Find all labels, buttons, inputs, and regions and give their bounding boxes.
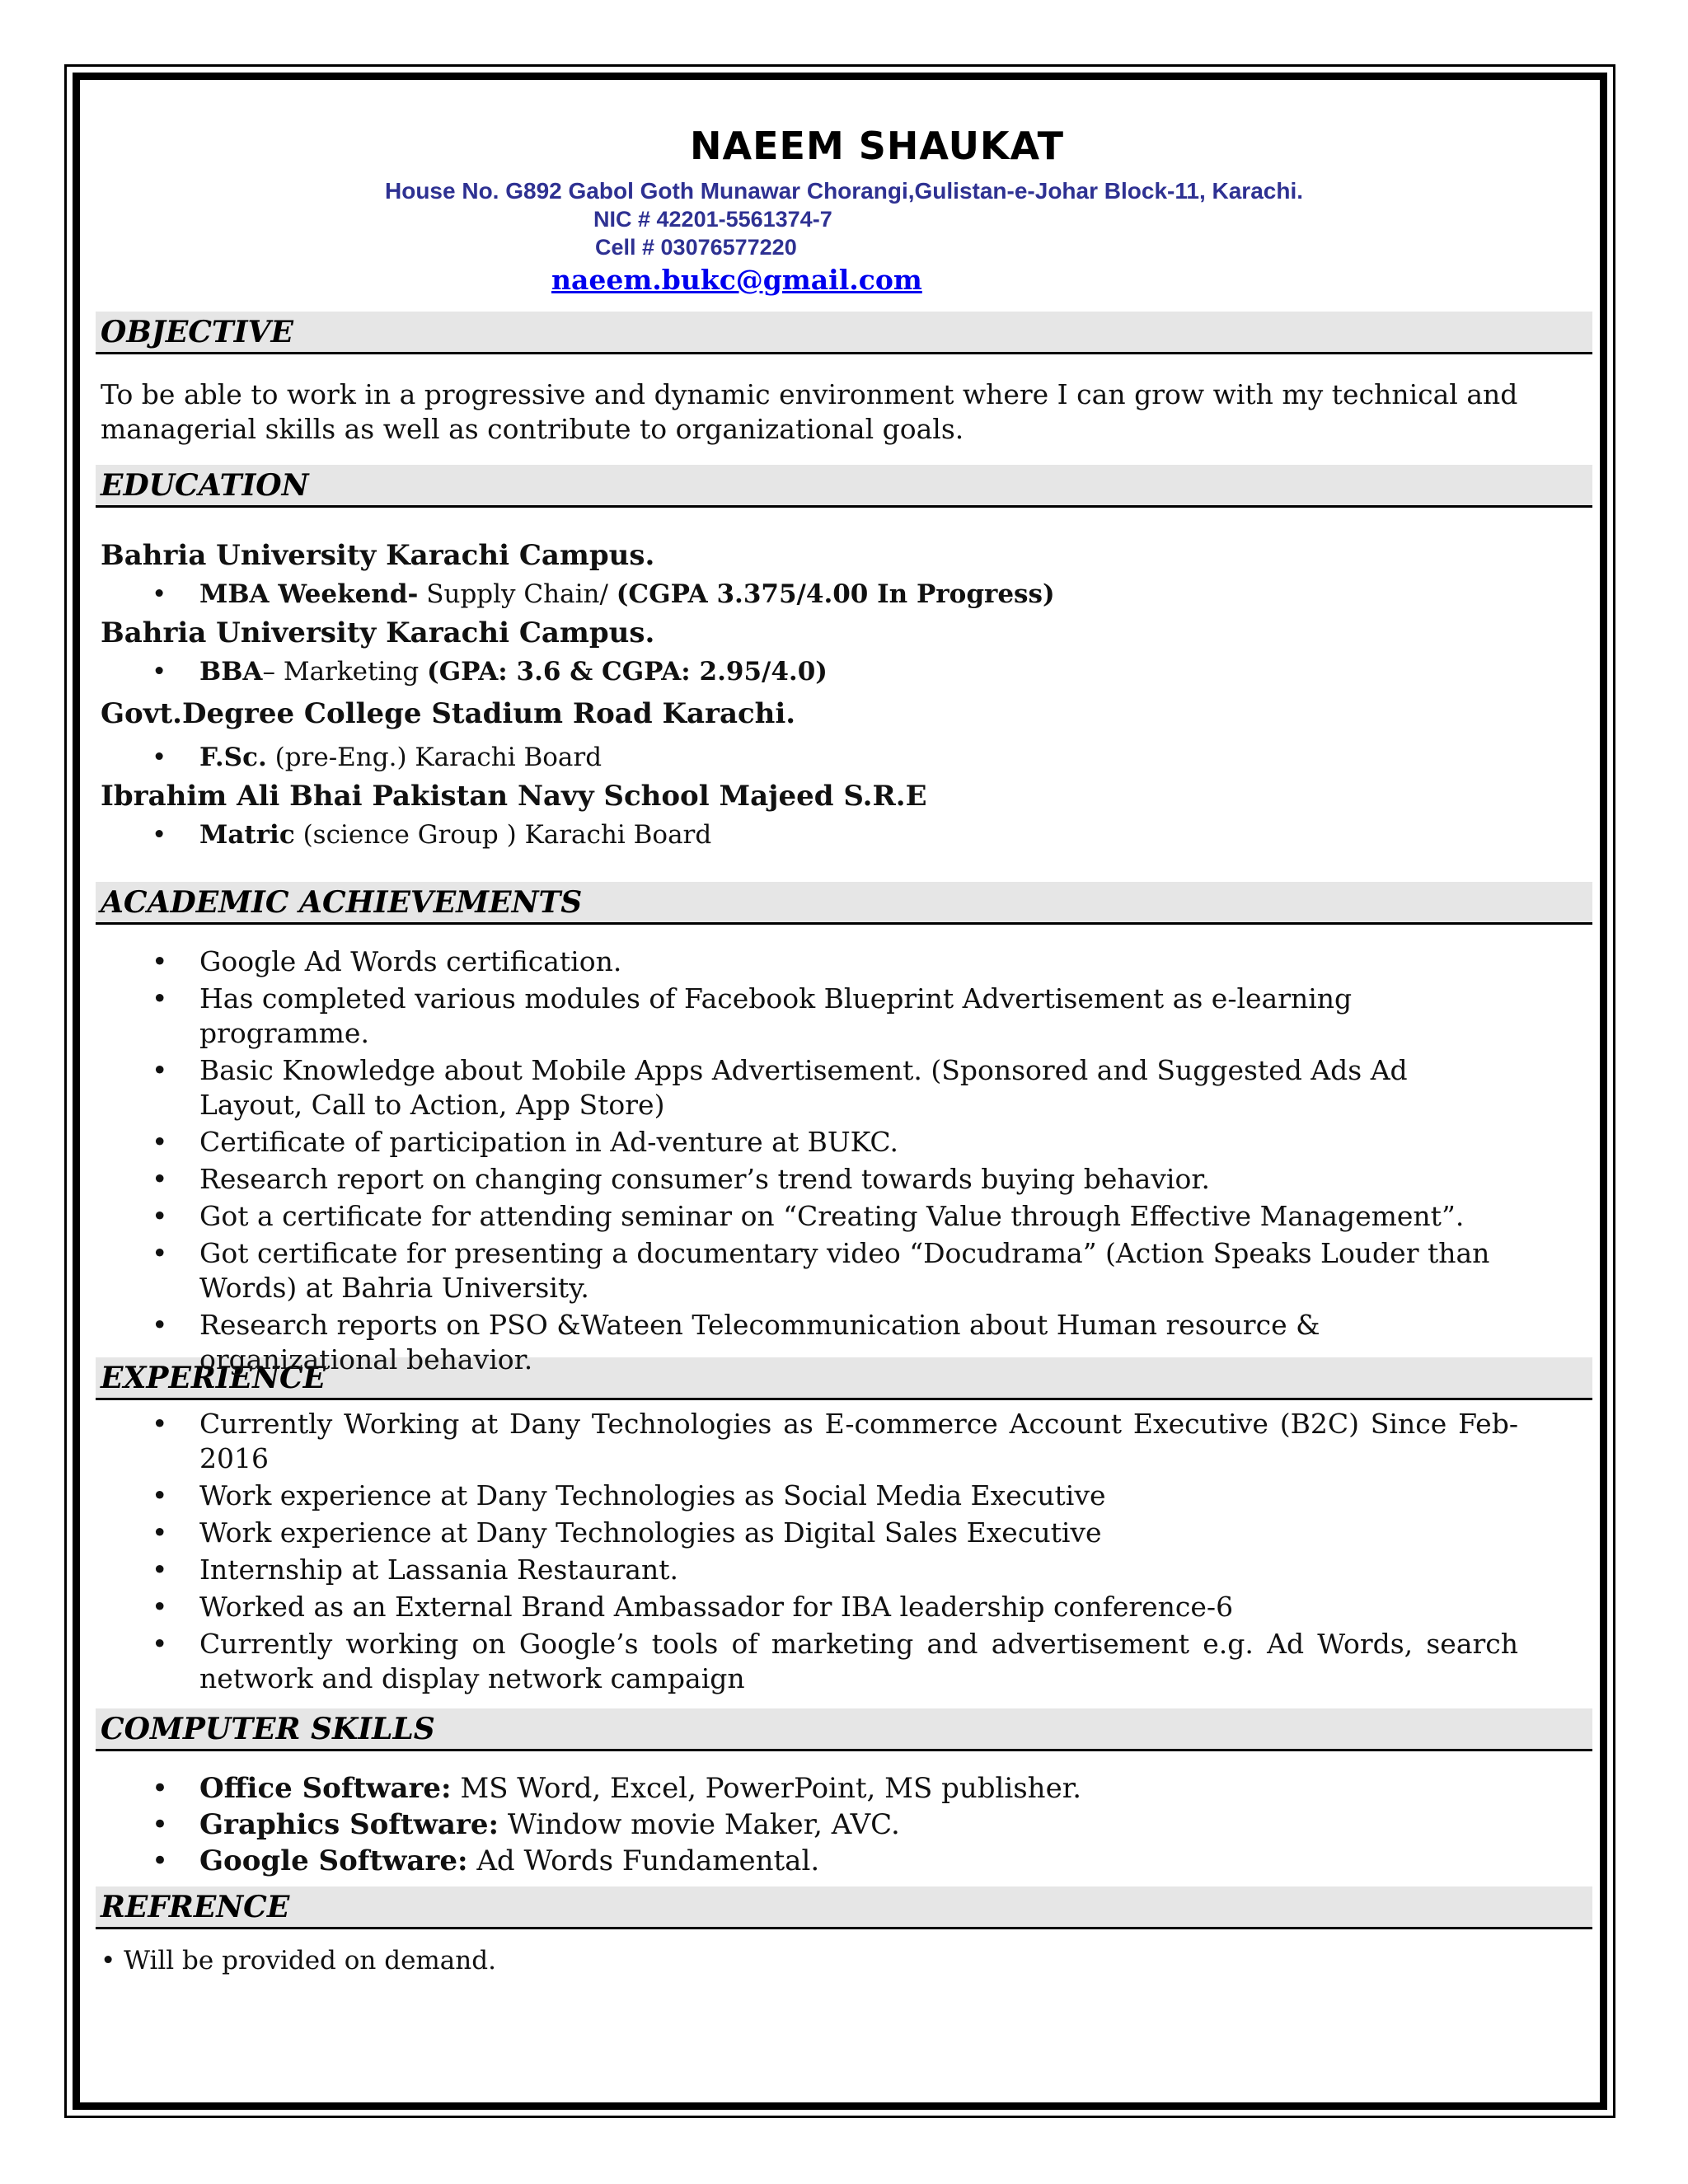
skills-list [96, 1751, 1592, 1886]
degree-item: • BBA– Marketing (GPA: 3.6 & CGPA: 2.95/4.0) [96, 653, 1592, 691]
email-link[interactable]: naeem.bukc@gmail.com [551, 264, 922, 296]
skill-item: • Google Software: Ad Words Fundamental. [96, 1844, 1592, 1878]
objective-text: To be able to work in a progressive and dynamic environment where I can grow with my technical and managerial skills as well as contribute to organizational goals. [101, 378, 1518, 445]
candidate-name: NAEEM SHAUKAT [690, 124, 1064, 168]
education-section [96, 508, 1592, 882]
resume-body [96, 124, 1592, 1977]
list-item: • Work experience at Dany Technologies as Social Media Executive [96, 1479, 1592, 1513]
achievements-list [96, 925, 1592, 1376]
list-item: • Worked as an External Brand Ambassador for IBA leadership conference-6 [96, 1590, 1592, 1624]
degree-item: • F.Sc. (pre-Eng.) Karachi Board [96, 738, 1592, 776]
reference-heading: REFRENCE [96, 1886, 1592, 1929]
experience-heading: EXPERIENCE [96, 1357, 1592, 1400]
list-item: • Internship at Lassania Restaurant. [96, 1553, 1592, 1587]
list-item: • Got a certificate for attending seminar on “Creating Value through Effective Management”. [96, 1199, 1592, 1234]
skill-item: • Graphics Software: Window movie Maker, AVC. [96, 1807, 1592, 1842]
school-name: Bahria University Karachi Campus. [101, 539, 655, 572]
list-item: • Certificate of participation in Ad-venture at BUKC. [96, 1125, 1592, 1160]
objective-heading: OBJECTIVE [96, 312, 1592, 354]
list-item: • Currently working on Google’s tools of marketing and advertisement e.g. Ad Words, search network and display network campaign [96, 1627, 1592, 1696]
list-item: • Got certificate for presenting a documentary video “Docudrama” (Action Speaks Louder than Words) at Bahria University. [96, 1236, 1592, 1305]
list-item: • Google Ad Words certification. [96, 944, 1592, 979]
achievements-heading: ACADEMIC ACHIEVEMENTS [96, 882, 1592, 925]
education-heading: EDUCATION [96, 465, 1592, 508]
skill-item: • Office Software: MS Word, Excel, PowerPoint, MS publisher. [96, 1771, 1592, 1806]
resume-header [96, 124, 1592, 312]
school-name: Govt.Degree College Stadium Road Karachi. [101, 697, 796, 730]
list-item: • Basic Knowledge about Mobile Apps Advertisement. (Sponsored and Suggested Ads Ad Layout, Call to Action, App Store) [96, 1053, 1592, 1122]
school-name: Bahria University Karachi Campus. [101, 616, 655, 649]
cell-number: Cell # 03076577220 [595, 235, 797, 260]
degree-item: • Matric (science Group ) Karachi Board [96, 816, 1592, 854]
experience-list [96, 1400, 1592, 1708]
list-item: • Currently Working at Dany Technologies as E-commerce Account Executive (B2C) Since Feb-2016 [96, 1407, 1592, 1476]
skills-heading: COMPUTER SKILLS [96, 1708, 1592, 1751]
nic-number: NIC # 42201-5561374-7 [593, 207, 832, 232]
list-item: • Has completed various modules of Facebook Blueprint Advertisement as e-learning programme. [96, 982, 1592, 1051]
list-item: • Research reports on PSO &Wateen Telecommunication about Human resource & organizational behavior. [96, 1308, 1592, 1377]
school-name: Ibrahim Ali Bhai Pakistan Navy School Majeed S.R.E [101, 780, 927, 813]
list-item: • Work experience at Dany Technologies as Digital Sales Executive [96, 1516, 1592, 1550]
list-item: • Research report on changing consumer’s trend towards buying behavior. [96, 1162, 1592, 1197]
reference-text: • Will be provided on demand. [101, 1946, 496, 1975]
address: House No. G892 Gabol Goth Munawar Chorangi,Gulistan-e-Johar Block-11, Karachi. [385, 178, 1303, 204]
degree-item: • MBA Weekend- Supply Chain/ (CGPA 3.375/4.00 In Progress) [96, 575, 1592, 613]
